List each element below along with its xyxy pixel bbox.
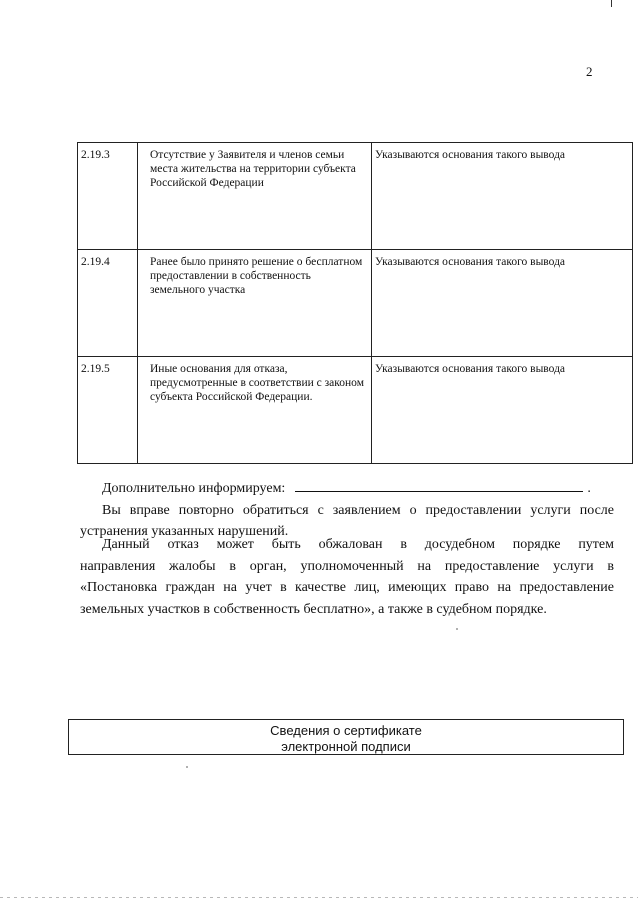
- row-code: 2.19.3: [78, 143, 138, 250]
- info-paragraphs: [80, 476, 614, 543]
- row-reason: Ранее было принято решение о бесплатном предоставлении в собственность земельного участка: [138, 250, 372, 357]
- reapply-paragraph: Вы вправе повторно обратиться с заявлением о предоставлении услуги после устранения указанных нарушений.: [80, 502, 614, 539]
- additional-info-line: [80, 476, 614, 500]
- row-reason: Отсутствие у Заявителя и членов семьи места жительства на территории субъекта Российской Федерации: [138, 143, 372, 250]
- appeal-line: направления жалобы в орган, уполномоченный на предоставление услуги в: [80, 558, 614, 574]
- table-row: [78, 143, 633, 250]
- scan-speck: [186, 766, 188, 768]
- scan-edge-line: [0, 897, 638, 898]
- scan-speck: [456, 628, 458, 630]
- appeal-line: земельных участков в собственность бесплатно», а также в судебном порядке.: [80, 601, 547, 617]
- scan-corner-mark: [611, 0, 612, 7]
- signature-box-line: Сведения о сертификате: [270, 723, 422, 738]
- refusal-grounds-table: [77, 142, 633, 464]
- row-code: 2.19.5: [78, 357, 138, 464]
- row-reason: Иные основания для отказа, предусмотренные в соответствии с законом субъекта Российской Федерации.: [138, 357, 372, 464]
- row-explanation: Указываются основания такого вывода: [372, 250, 633, 357]
- appeal-paragraph: [80, 534, 614, 620]
- appeal-line: Данный отказ может быть обжалован в досудебном порядке путем: [102, 537, 614, 552]
- row-explanation: Указываются основания такого вывода: [372, 143, 633, 250]
- signature-box-line: электронной подписи: [281, 738, 411, 754]
- page-number: 2: [586, 64, 593, 79]
- additional-info-end: .: [587, 481, 591, 496]
- table-row: [78, 357, 633, 464]
- row-code: 2.19.4: [78, 250, 138, 357]
- signature-certificate-box: [68, 719, 624, 755]
- table-row: [78, 250, 633, 357]
- additional-info-label: Дополнительно информируем:: [102, 481, 286, 496]
- appeal-line: «Постановка граждан на учет в качестве лиц, имеющих право на предоставление: [80, 580, 614, 595]
- additional-info-blank: [295, 476, 583, 492]
- row-explanation: Указываются основания такого вывода: [372, 357, 633, 464]
